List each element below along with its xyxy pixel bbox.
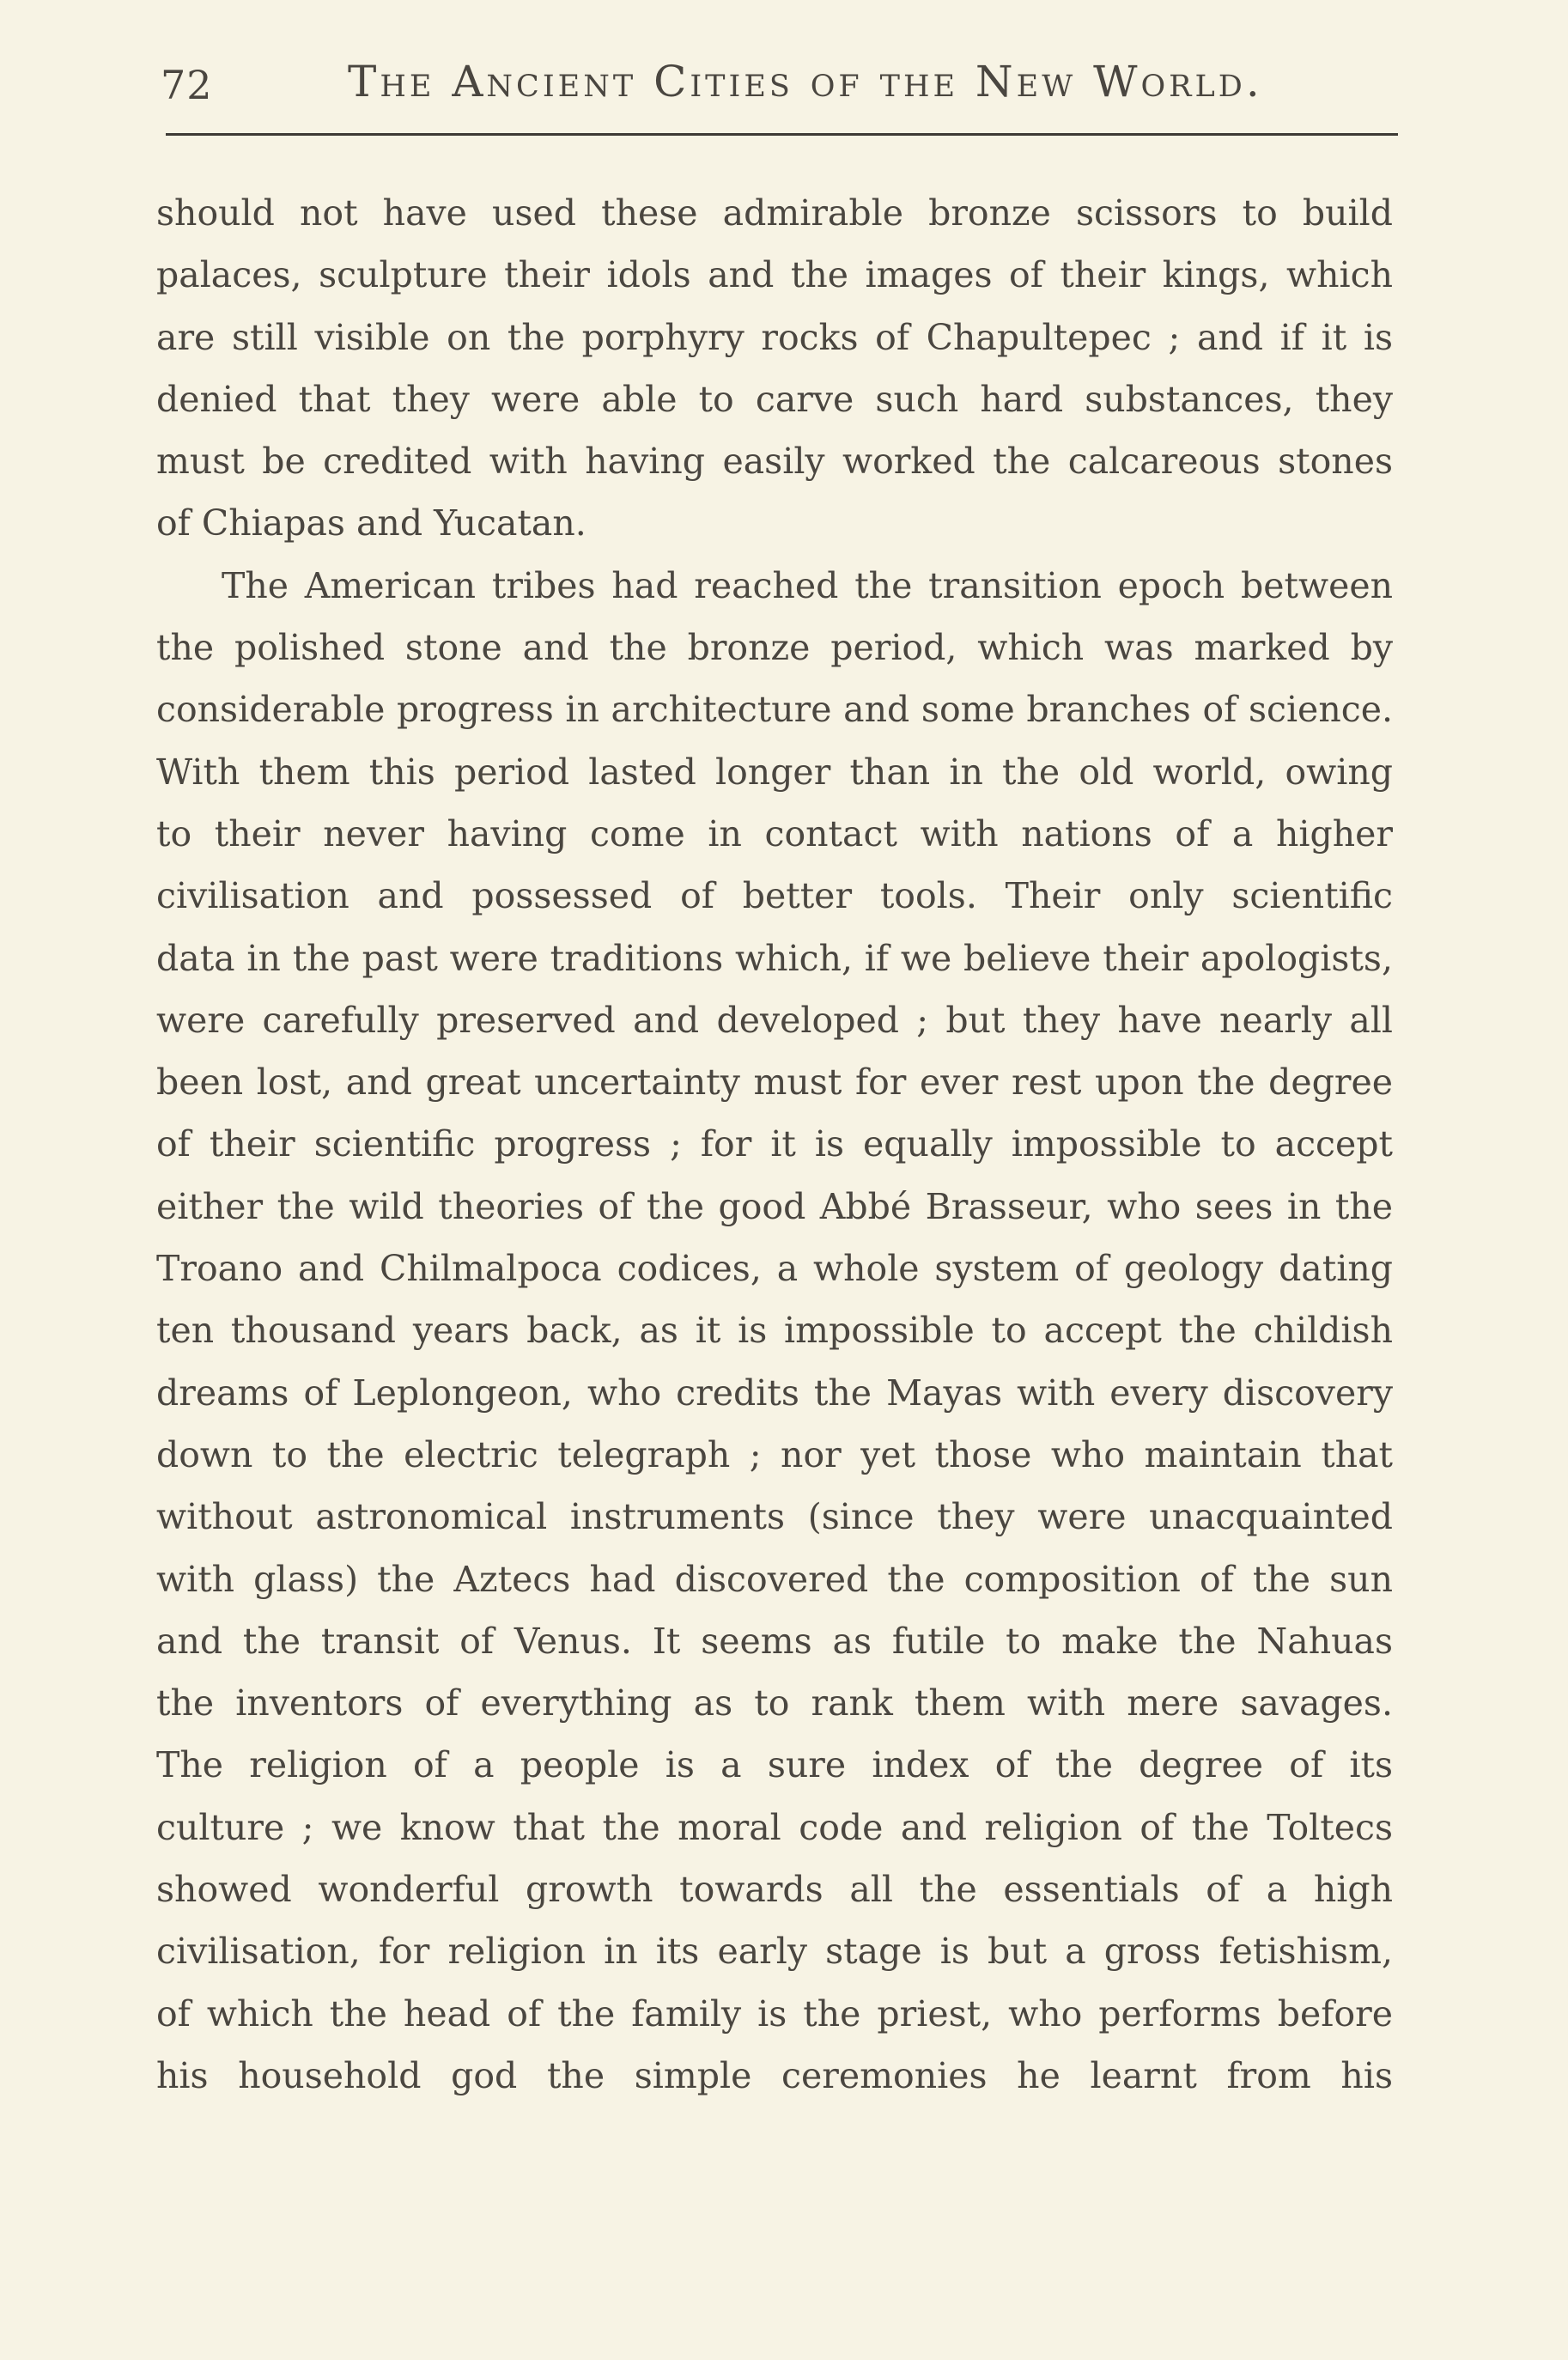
text-line: considerable progress in architecture and some branches of science.	[156, 689, 1393, 731]
text-line: the polished stone and the bronze period, which was marked by	[156, 627, 1393, 669]
text-line: are still visible on the porphyry rocks of Chapultepec ; and if it is	[156, 316, 1393, 358]
text-line: ten thousand years back, as it is impossible to accept the childish	[156, 1310, 1393, 1352]
text-line: either the wild theories of the good Abbé Brasseur, who sees in the	[156, 1185, 1393, 1227]
text-line: palaces, sculpture their idols and the images of their kings, which	[156, 254, 1393, 296]
text-line: of Chiapas and Yucatan.	[156, 502, 586, 544]
text-line: dreams of Leplongeon, who credits the Mayas with every discovery	[156, 1372, 1393, 1414]
text-line: The American tribes had reached the transition epoch between	[222, 564, 1393, 606]
text-line: down to the electric telegraph ; nor yet those who maintain that	[156, 1433, 1393, 1475]
text-line: culture ; we know that the moral code and religion of the Toltecs	[156, 1806, 1393, 1848]
text-line: were carefully preserved and developed ; but they have nearly all	[156, 999, 1393, 1041]
text-line: been lost, and great uncertainty must for ever rest upon the degree	[156, 1061, 1393, 1104]
text-line: showed wonderful growth towards all the essentials of a high	[156, 1869, 1393, 1911]
text-line: data in the past were traditions which, if we believe their apologists,	[156, 937, 1393, 979]
text-line: civilisation, for religion in its early stage is but a gross fetishism,	[156, 1931, 1393, 1973]
text-line: The religion of a people is a sure index of the degree of its	[156, 1744, 1393, 1786]
page-number: 72	[161, 62, 213, 108]
text-line: his household god the simple ceremonies he learnt from his	[156, 2054, 1393, 2096]
text-line: with glass) the Aztecs had discovered the composition of the sun	[156, 1558, 1393, 1600]
text-line: of which the head of the family is the priest, who performs before	[156, 1992, 1393, 2035]
text-line: denied that they were able to carve such hard substances, they	[156, 378, 1393, 420]
text-line: Troano and Chilmalpoca codices, a whole system of geology dating	[156, 1248, 1393, 1290]
text-line: With them this period lasted longer than in the old world, owing	[156, 751, 1393, 793]
text-line: should not have used these admirable bronze scissors to build	[156, 192, 1393, 234]
text-line: and the transit of Venus. It seems as futile to make the Nahuas	[156, 1620, 1393, 1662]
text-line: civilisation and possessed of better tools. Their only scientific	[156, 875, 1393, 917]
text-line: the inventors of everything as to rank them with mere savages.	[156, 1682, 1393, 1724]
text-line: must be credited with having easily worked the calcareous stones	[156, 441, 1393, 483]
header-rule	[166, 133, 1398, 136]
text-line: without astronomical instruments (since they were unacquainted	[156, 1496, 1393, 1538]
body-text	[156, 182, 1393, 2107]
running-head: The Ancient Cities of the New World.	[348, 57, 1263, 106]
text-line: of their scientific progress ; for it is equally impossible to accept	[156, 1123, 1393, 1165]
text-line: to their never having come in contact with nations of a higher	[156, 812, 1393, 855]
